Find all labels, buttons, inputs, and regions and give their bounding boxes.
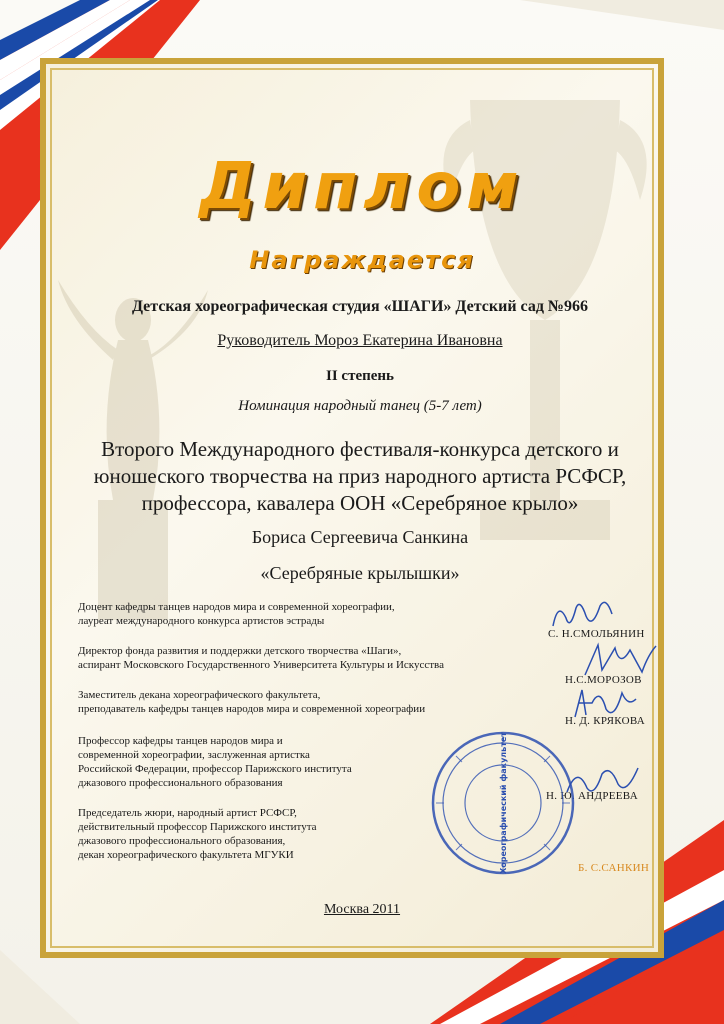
jury-title-line: джазового профессионального образования	[78, 777, 283, 789]
official-stamp	[428, 728, 578, 878]
festival-description	[60, 436, 660, 517]
jury-title-line: лауреат международного конкурса артистов эстрады	[78, 615, 325, 627]
signature-morozov	[580, 640, 660, 680]
jury-member-2-title	[78, 644, 468, 672]
leader-name: Руководитель Мороз Екатерина Ивановна	[217, 332, 503, 349]
jury-member-5-title	[78, 806, 468, 862]
program-name: «Серебряные крылышки»	[260, 563, 460, 583]
festival-line: Второго Международного фестиваля-конкурса детского и	[101, 437, 619, 461]
jury-title-line: аспирант Московского Государственного Университета Культуры и Искусства	[78, 659, 444, 671]
signature-kryakova	[570, 685, 640, 723]
jury-member-1-name: С. Н.СМОЛЬЯНИН	[548, 628, 645, 640]
honoree-name: Бориса Сергеевича Санкина	[251, 527, 469, 547]
award-degree: II степень	[326, 368, 394, 384]
festival-line: профессора, кавалера ООН «Серебряное крыло»	[141, 491, 579, 515]
jury-member-3-title	[78, 688, 468, 716]
jury-title-line: Доцент кафедры танцев народов мира и современной хореографии,	[78, 601, 395, 613]
stamp-center-text: Хореографический факультет	[499, 732, 508, 874]
signature-smolyanin	[548, 596, 618, 636]
jury-title-line: Профессор кафедры танцев народов мира и	[78, 735, 283, 747]
jury-title-line: джазового профессионального образования,	[78, 835, 286, 847]
diploma-title: Диплом	[199, 150, 525, 224]
jury-title-line: декан хореографического факультета МГУКИ	[78, 849, 294, 861]
nomination: Номинация народный танец (5-7 лет)	[238, 398, 482, 414]
jury-title-line: действительный профессор Парижского института	[78, 821, 317, 833]
jury-title-line: Директор фонда развития и поддержки детского творчества «Шаги»,	[78, 645, 402, 657]
jury-member-2-name: Н.С.МОРОЗОВ	[565, 674, 642, 686]
jury-title-line: Председатель жюри, народный артист РСФСР,	[78, 807, 297, 819]
recipient-name: Детская хореографическая студия «ШАГИ» Детский сад №966	[131, 298, 589, 315]
jury-member-4-name: Н. Ю. АНДРЕЕВА	[546, 790, 638, 802]
jury-member-3-name: Н. Д. КРЯКОВА	[565, 715, 646, 727]
jury-title-line: Заместитель декана хореографического факультета,	[78, 689, 321, 701]
place-date: Москва 2011	[323, 902, 401, 917]
awarded-label: Награждается	[249, 246, 475, 274]
festival-line: юношеского творчества на приз народного артиста РСФСР,	[93, 464, 627, 488]
jury-member-5-name: Б. С.САНКИН	[578, 862, 650, 874]
jury-member-1-title	[78, 600, 468, 628]
jury-member-4-title	[78, 734, 468, 790]
jury-title-line: современной хореографии, заслуженная артистка	[78, 749, 310, 761]
jury-title-line: преподаватель кафедры танцев народов мира и современной хореографии	[78, 703, 426, 715]
jury-title-line: Российской Федерации, профессор Парижского института	[78, 763, 352, 775]
